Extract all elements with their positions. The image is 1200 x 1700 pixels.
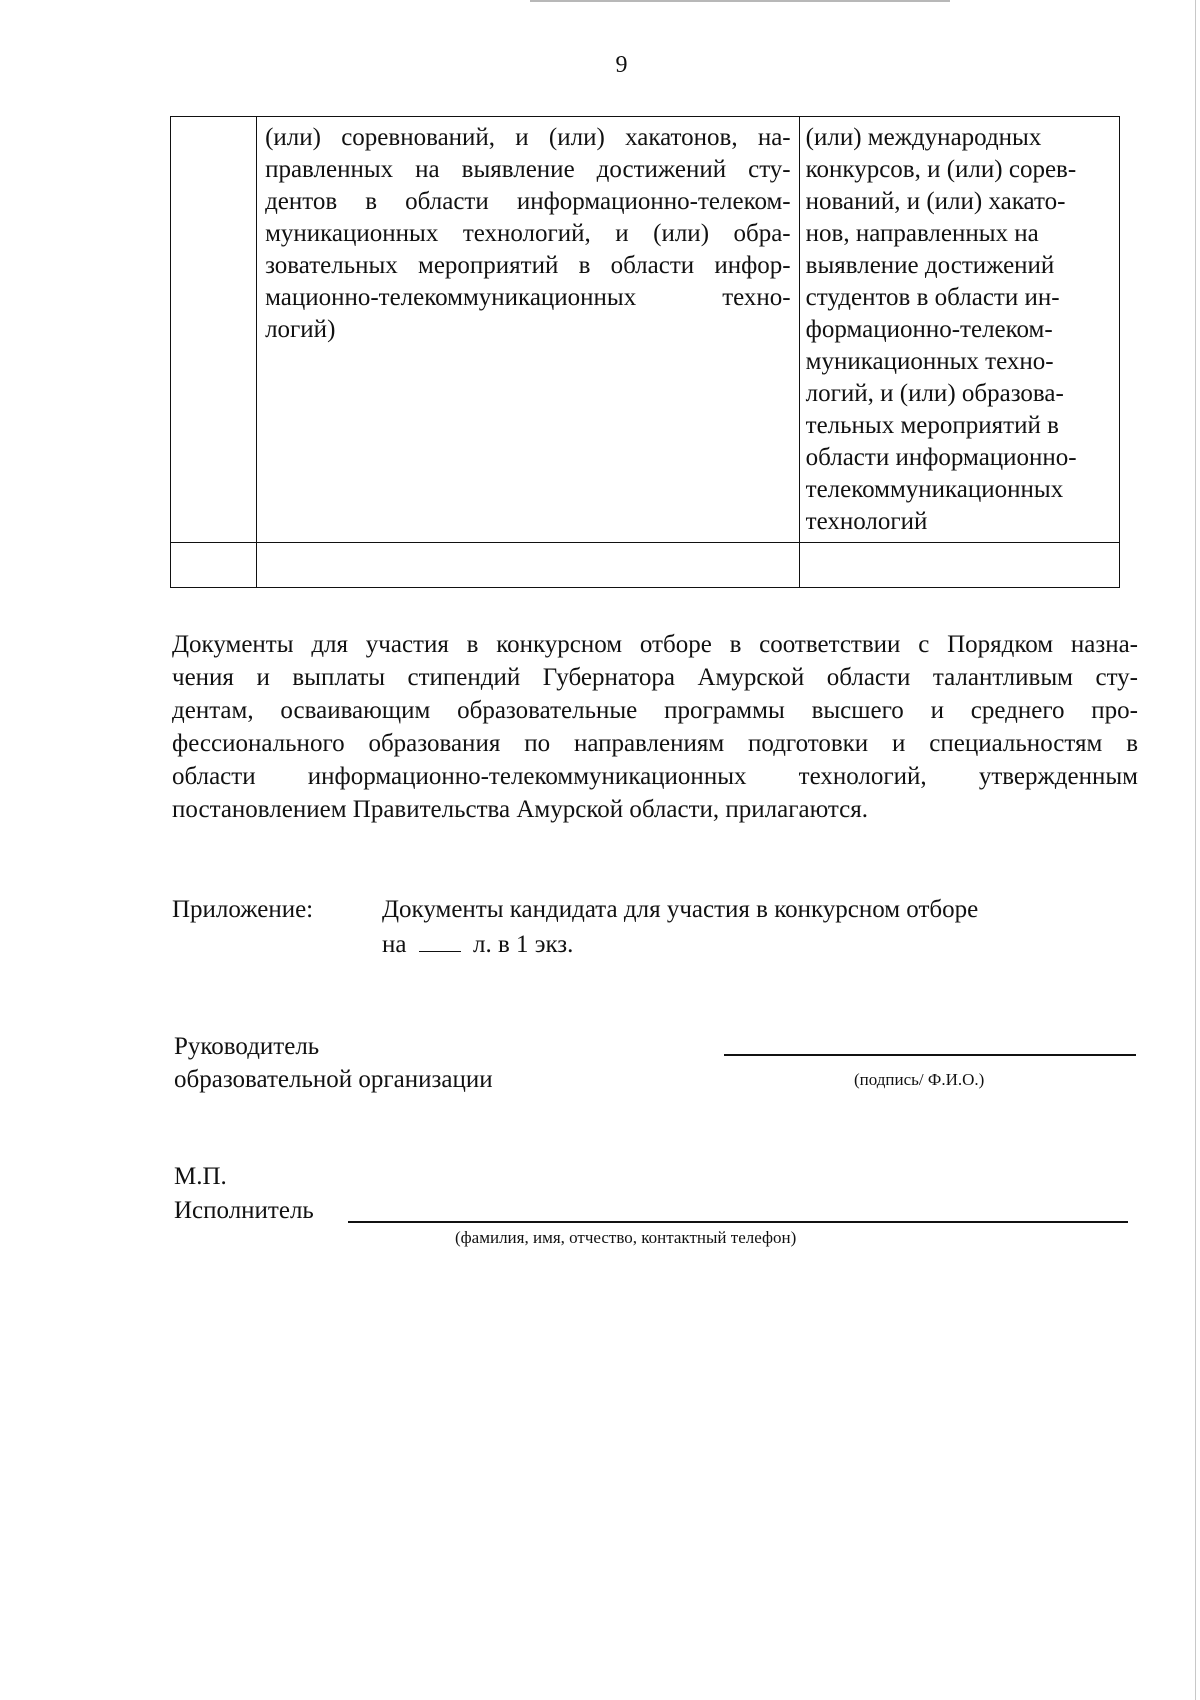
paragraph-line: дентам, осваивающим образовательные программы высшего и среднего про-: [172, 697, 1138, 724]
cell-line: логий): [265, 316, 336, 343]
table-row: [171, 117, 1120, 543]
cell-line: нований, и (или) хакато-: [805, 188, 1066, 215]
table-cell-number: [171, 543, 257, 588]
documents-paragraph: [172, 628, 1138, 826]
cell-line: логий, и (или) образова-: [805, 380, 1064, 407]
cell-line: (или) международных: [805, 124, 1042, 151]
scan-artifact-right-edge: [1195, 0, 1196, 1700]
head-title-line: образовательной организации: [174, 1066, 493, 1093]
appendix-pages-suffix: л. в 1 экз.: [472, 931, 574, 958]
cell-text: [800, 117, 1119, 542]
paragraph-line: области информационно-телекоммуникационных технологий, утвержденным: [172, 763, 1138, 790]
cell-line: нов, направленных на: [805, 220, 1039, 247]
page-number: 9: [615, 52, 628, 78]
cell-line: телекоммуникационных: [805, 476, 1064, 503]
table-cell-description: [257, 117, 800, 543]
paragraph-line: чения и выплаты стипендий Губернатора Амурской области талантливым сту-: [172, 664, 1138, 691]
cell-line: дентов в области информационно-телеком-: [265, 188, 791, 215]
criteria-table: [170, 116, 1120, 588]
cell-line: мационно-телекоммуникационных техно-: [265, 284, 791, 311]
cell-line: (или) соревнований, и (или) хакатонов, на-: [265, 124, 791, 151]
cell-line: выявление достижений: [805, 252, 1055, 279]
head-signature-line[interactable]: [724, 1054, 1136, 1056]
table-cell-criterion: [799, 117, 1119, 543]
cell-line: технологий: [805, 508, 928, 535]
scan-artifact-top: [530, 0, 950, 2]
head-signature-caption: (подпись/ Ф.И.О.): [854, 1070, 985, 1089]
paragraph-line: фессионального образования по направлениям подготовки и специальностям в: [172, 730, 1138, 757]
cell-line: муникационных технологий, и (или) обра-: [265, 220, 791, 247]
pages-count-blank[interactable]: [419, 927, 461, 952]
stamp-label: М.П.: [174, 1163, 227, 1190]
appendix-pages-line: [382, 927, 573, 962]
cell-line: формационно-телеком-: [805, 316, 1053, 343]
appendix-label: Приложение:: [172, 896, 314, 923]
head-signature-label: [174, 1030, 493, 1096]
table-cell-description: [257, 543, 800, 588]
paragraph-line: Документы для участия в конкурсном отборе в соответствии с Порядком назна-: [172, 631, 1138, 658]
cell-line: области информационно-: [805, 444, 1077, 471]
executor-signature-line[interactable]: [348, 1221, 1128, 1223]
appendix-text: Документы кандидата для участия в конкурсном отборе: [382, 896, 979, 923]
paragraph-line: постановлением Правительства Амурской области, прилагаются.: [172, 796, 868, 823]
cell-line: тельных мероприятий в: [805, 412, 1059, 439]
table-cell-criterion: [799, 543, 1119, 588]
table-cell-number: [171, 117, 257, 543]
cell-line: зовательных мероприятий в области инфор-: [265, 252, 791, 279]
appendix-pages-prefix: на: [382, 931, 407, 958]
cell-line: правленных на выявление достижений сту-: [265, 156, 791, 183]
executor-caption: (фамилия, имя, отчество, контактный телефон): [455, 1228, 797, 1247]
executor-label: Исполнитель: [174, 1197, 314, 1224]
stamp-executor-block: [174, 1160, 314, 1228]
cell-text: [257, 117, 799, 350]
cell-line: муникационных техно-: [805, 348, 1054, 375]
cell-line: конкурсов, и (или) сорев-: [805, 156, 1077, 183]
head-title-line: Руководитель: [174, 1033, 320, 1060]
table-row-empty: [171, 543, 1120, 588]
cell-line: студентов в области ин-: [805, 284, 1060, 311]
